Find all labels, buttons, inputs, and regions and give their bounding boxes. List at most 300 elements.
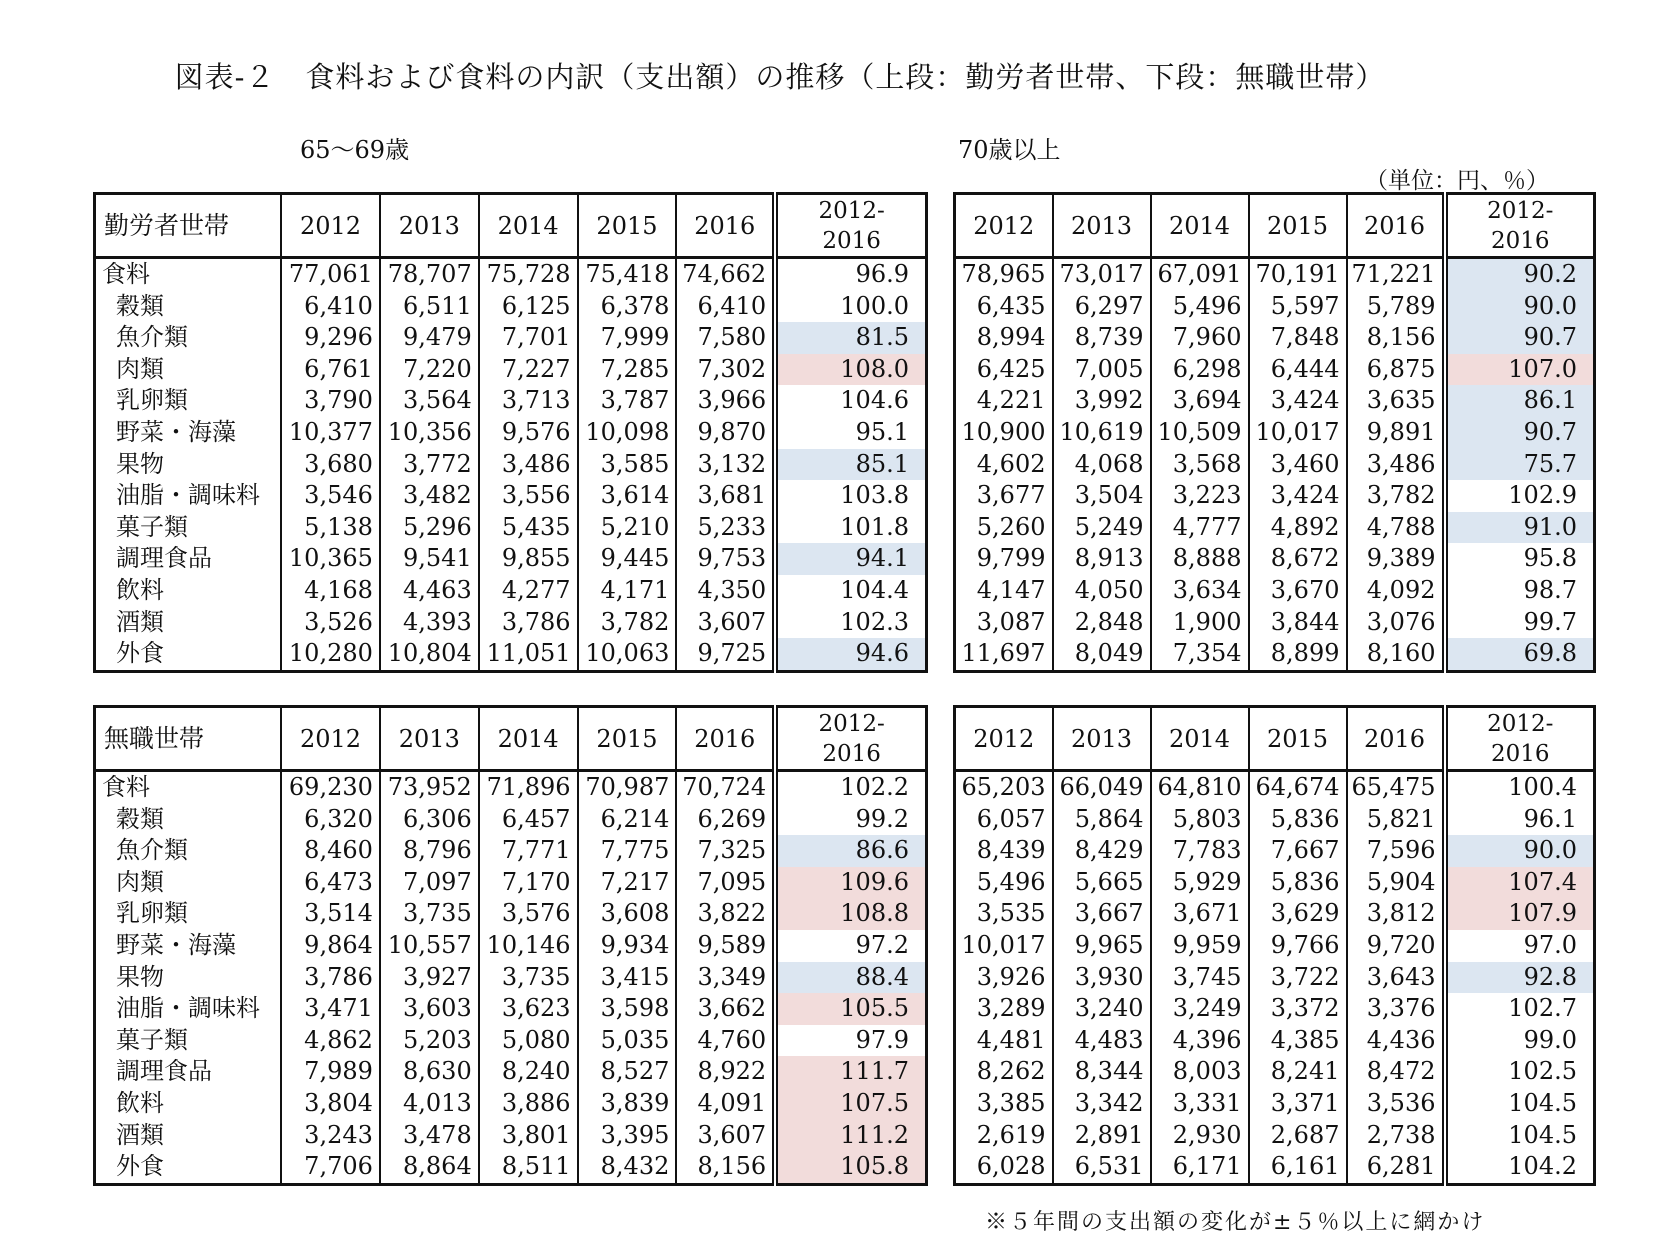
expenditure-cell: 10,146 (479, 930, 578, 962)
expenditure-cell: 3,812 (1347, 898, 1445, 930)
expenditure-cell: 3,424 (1249, 385, 1347, 417)
expenditure-cell: 65,203 (955, 771, 1053, 804)
expenditure-cell: 2,619 (955, 1120, 1053, 1152)
expenditure-cell: 3,526 (281, 607, 380, 639)
ratio-cell: 69.8 (1445, 638, 1595, 671)
ratio-header: 2012- 2016 (775, 194, 926, 258)
year-header: 2014 (479, 707, 578, 771)
expenditure-cell: 5,210 (578, 512, 677, 544)
year-header: 2013 (1053, 194, 1151, 258)
ratio-header: 2012- 2016 (775, 707, 926, 771)
table-row (95, 385, 927, 417)
expenditure-cell: 8,527 (578, 1056, 677, 1088)
expenditure-cell: 70,191 (1249, 258, 1347, 291)
ratio-cell: 98.7 (1445, 575, 1595, 607)
expenditure-cell: 9,589 (676, 930, 775, 962)
expenditure-cell: 3,349 (676, 962, 775, 994)
expenditure-cell: 7,217 (578, 867, 677, 899)
expenditure-cell: 5,789 (1347, 291, 1445, 323)
expenditure-cell: 7,097 (380, 867, 479, 899)
expenditure-cell: 75,728 (479, 258, 578, 291)
expenditure-cell: 4,350 (676, 575, 775, 607)
ratio-cell: 96.1 (1445, 804, 1595, 836)
expenditure-cell: 5,929 (1151, 867, 1249, 899)
expenditure-cell: 3,839 (578, 1088, 677, 1120)
ratio-cell: 102.9 (1445, 480, 1595, 512)
expenditure-cell: 9,799 (955, 543, 1053, 575)
expenditure-cell: 4,091 (676, 1088, 775, 1120)
table-row (955, 1120, 1595, 1152)
expenditure-cell: 5,496 (955, 867, 1053, 899)
expenditure-cell: 8,511 (479, 1151, 578, 1184)
expenditure-cell: 5,233 (676, 512, 775, 544)
expenditure-cell: 5,435 (479, 512, 578, 544)
category-name: 穀類 (116, 804, 164, 833)
expenditure-cell: 10,365 (281, 543, 380, 575)
expenditure-cell: 73,952 (380, 771, 479, 804)
expenditure-cell: 3,132 (676, 449, 775, 481)
category-name: 外食 (116, 639, 164, 668)
expenditure-cell: 4,147 (955, 575, 1053, 607)
table-row (955, 638, 1595, 671)
expenditure-cell: 7,783 (1151, 835, 1249, 867)
ratio-cell: 100.0 (775, 291, 926, 323)
expenditure-cell: 3,966 (676, 385, 775, 417)
expenditure-cell: 6,410 (676, 291, 775, 323)
category-name: 菓子類 (116, 512, 188, 541)
expenditure-cell: 7,999 (578, 322, 677, 354)
expenditure-cell: 2,687 (1249, 1120, 1347, 1152)
expenditure-cell: 4,221 (955, 385, 1053, 417)
expenditure-cell: 10,356 (380, 417, 479, 449)
table-row (955, 771, 1595, 804)
expenditure-cell: 6,531 (1053, 1151, 1151, 1184)
expenditure-cell: 78,965 (955, 258, 1053, 291)
expenditure-cell: 10,280 (281, 638, 380, 671)
expenditure-cell: 6,378 (578, 291, 677, 323)
expenditure-cell: 10,017 (955, 930, 1053, 962)
expenditure-cell: 4,483 (1053, 1025, 1151, 1057)
expenditure-cell: 10,017 (1249, 417, 1347, 449)
table-row (95, 771, 927, 804)
expenditure-cell: 6,435 (955, 291, 1053, 323)
table-row (95, 258, 927, 291)
table-row (955, 1088, 1595, 1120)
year-header: 2016 (676, 707, 775, 771)
expenditure-cell: 8,429 (1053, 835, 1151, 867)
ratio-cell: 90.0 (1445, 291, 1595, 323)
expenditure-cell: 8,899 (1249, 638, 1347, 671)
expenditure-cell: 3,722 (1249, 962, 1347, 994)
expenditure-cell: 6,281 (1347, 1151, 1445, 1184)
table-row (955, 930, 1595, 962)
ratio-cell: 95.8 (1445, 543, 1595, 575)
expenditure-cell: 64,810 (1151, 771, 1249, 804)
header-row (95, 707, 927, 771)
expenditure-cell: 8,888 (1151, 543, 1249, 575)
expenditure-cell: 3,482 (380, 480, 479, 512)
age-group-label-65-69: 65～69歳 (300, 136, 410, 164)
expenditure-cell: 8,460 (281, 835, 380, 867)
category-name: 飲料 (116, 1088, 164, 1117)
expenditure-cell: 6,761 (281, 354, 380, 386)
ratio-cell: 104.6 (775, 385, 926, 417)
expenditure-cell: 3,371 (1249, 1088, 1347, 1120)
expenditure-cell: 4,463 (380, 575, 479, 607)
expenditure-cell: 3,822 (676, 898, 775, 930)
expenditure-cell: 75,418 (578, 258, 677, 291)
ratio-cell: 90.2 (1445, 258, 1595, 291)
table-row (95, 962, 927, 994)
category-name: 外食 (116, 1152, 164, 1181)
table-worker-65-69 (93, 192, 928, 673)
expenditure-cell: 3,772 (380, 449, 479, 481)
ratio-cell: 100.4 (1445, 771, 1595, 804)
table-row (955, 322, 1595, 354)
expenditure-cell: 3,564 (380, 385, 479, 417)
expenditure-cell: 69,230 (281, 771, 380, 804)
year-header: 2012 (281, 194, 380, 258)
ratio-cell: 90.0 (1445, 835, 1595, 867)
expenditure-cell: 9,965 (1053, 930, 1151, 962)
expenditure-cell: 9,753 (676, 543, 775, 575)
table-row (955, 993, 1595, 1025)
category-name: 果物 (116, 449, 164, 478)
expenditure-cell: 3,504 (1053, 480, 1151, 512)
ratio-cell: 97.9 (775, 1025, 926, 1057)
expenditure-cell: 67,091 (1151, 258, 1249, 291)
expenditure-cell: 9,934 (578, 930, 677, 962)
expenditure-cell: 3,629 (1249, 898, 1347, 930)
table-row (955, 512, 1595, 544)
household-type-header: 勤労者世帯 (95, 194, 282, 258)
expenditure-cell: 3,607 (676, 1120, 775, 1152)
ratio-cell: 105.8 (775, 1151, 926, 1184)
expenditure-cell: 5,080 (479, 1025, 578, 1057)
expenditure-cell: 73,017 (1053, 258, 1151, 291)
expenditure-cell: 3,546 (281, 480, 380, 512)
expenditure-cell: 5,836 (1249, 867, 1347, 899)
ratio-cell: 104.4 (775, 575, 926, 607)
expenditure-cell: 9,389 (1347, 543, 1445, 575)
table-row (95, 1025, 927, 1057)
expenditure-cell: 6,214 (578, 804, 677, 836)
ratio-cell: 85.1 (775, 449, 926, 481)
expenditure-cell: 10,557 (380, 930, 479, 962)
category-name: 乳卵類 (116, 899, 188, 928)
expenditure-cell: 10,619 (1053, 417, 1151, 449)
expenditure-cell: 3,623 (479, 993, 578, 1025)
ratio-header: 2012- 2016 (1445, 194, 1595, 258)
category-name: 肉類 (116, 867, 164, 896)
expenditure-cell: 3,782 (578, 607, 677, 639)
expenditure-cell: 6,457 (479, 804, 578, 836)
category-name: 穀類 (116, 291, 164, 320)
table-row (95, 867, 927, 899)
expenditure-cell: 3,681 (676, 480, 775, 512)
expenditure-cell: 4,068 (1053, 449, 1151, 481)
expenditure-cell: 66,049 (1053, 771, 1151, 804)
expenditure-cell: 6,161 (1249, 1151, 1347, 1184)
expenditure-cell: 3,992 (1053, 385, 1151, 417)
expenditure-cell: 3,471 (281, 993, 380, 1025)
table-row (955, 354, 1595, 386)
expenditure-cell: 8,049 (1053, 638, 1151, 671)
expenditure-cell: 3,342 (1053, 1088, 1151, 1120)
ratio-cell: 90.7 (1445, 322, 1595, 354)
expenditure-cell: 7,285 (578, 354, 677, 386)
expenditure-cell: 9,296 (281, 322, 380, 354)
expenditure-cell: 3,634 (1151, 575, 1249, 607)
expenditure-cell: 8,432 (578, 1151, 677, 1184)
expenditure-cell: 5,836 (1249, 804, 1347, 836)
expenditure-cell: 7,170 (479, 867, 578, 899)
expenditure-cell: 3,786 (281, 962, 380, 994)
table-row (95, 291, 927, 323)
expenditure-cell: 3,372 (1249, 993, 1347, 1025)
expenditure-cell: 10,098 (578, 417, 677, 449)
expenditure-cell: 8,439 (955, 835, 1053, 867)
expenditure-cell: 7,325 (676, 835, 775, 867)
expenditure-cell: 70,724 (676, 771, 775, 804)
expenditure-cell: 6,306 (380, 804, 479, 836)
expenditure-cell: 71,896 (479, 771, 578, 804)
expenditure-cell: 3,486 (1347, 449, 1445, 481)
expenditure-cell: 4,760 (676, 1025, 775, 1057)
expenditure-cell: 3,801 (479, 1120, 578, 1152)
ratio-cell: 94.6 (775, 638, 926, 671)
expenditure-cell: 4,396 (1151, 1025, 1249, 1057)
expenditure-cell: 74,662 (676, 258, 775, 291)
table-row (95, 512, 927, 544)
expenditure-cell: 3,598 (578, 993, 677, 1025)
table-row (955, 1151, 1595, 1184)
table-row (95, 417, 927, 449)
expenditure-cell: 5,496 (1151, 291, 1249, 323)
expenditure-cell: 11,697 (955, 638, 1053, 671)
table-row (95, 638, 927, 671)
expenditure-cell: 11,051 (479, 638, 578, 671)
expenditure-cell: 8,262 (955, 1056, 1053, 1088)
expenditure-cell: 3,614 (578, 480, 677, 512)
expenditure-cell: 4,385 (1249, 1025, 1347, 1057)
ratio-cell: 86.6 (775, 835, 926, 867)
expenditure-cell: 9,720 (1347, 930, 1445, 962)
expenditure-cell: 7,989 (281, 1056, 380, 1088)
expenditure-cell: 3,782 (1347, 480, 1445, 512)
expenditure-cell: 6,298 (1151, 354, 1249, 386)
expenditure-cell: 8,003 (1151, 1056, 1249, 1088)
expenditure-cell: 6,444 (1249, 354, 1347, 386)
expenditure-cell: 64,674 (1249, 771, 1347, 804)
category-name: 菓子類 (116, 1025, 188, 1054)
ratio-cell: 103.8 (775, 480, 926, 512)
expenditure-cell: 3,735 (380, 898, 479, 930)
expenditure-cell: 3,745 (1151, 962, 1249, 994)
expenditure-cell: 5,597 (1249, 291, 1347, 323)
expenditure-cell: 3,735 (479, 962, 578, 994)
year-header: 2012 (281, 707, 380, 771)
year-header: 2014 (479, 194, 578, 258)
ratio-cell: 102.2 (775, 771, 926, 804)
table-row (95, 1088, 927, 1120)
expenditure-cell: 8,472 (1347, 1056, 1445, 1088)
table-row (955, 291, 1595, 323)
table-row (955, 804, 1595, 836)
expenditure-cell: 7,848 (1249, 322, 1347, 354)
expenditure-cell: 5,904 (1347, 867, 1445, 899)
category-name: 食料 (102, 260, 150, 288)
expenditure-cell: 3,787 (578, 385, 677, 417)
ratio-cell: 95.1 (775, 417, 926, 449)
category-name: 魚介類 (116, 836, 188, 865)
expenditure-cell: 3,603 (380, 993, 479, 1025)
expenditure-cell: 4,171 (578, 575, 677, 607)
table-row (95, 354, 927, 386)
expenditure-cell: 3,289 (955, 993, 1053, 1025)
expenditure-cell: 7,095 (676, 867, 775, 899)
expenditure-cell: 8,156 (676, 1151, 775, 1184)
table-row (95, 480, 927, 512)
expenditure-cell: 3,243 (281, 1120, 380, 1152)
expenditure-cell: 3,223 (1151, 480, 1249, 512)
ratio-cell: 102.3 (775, 607, 926, 639)
expenditure-cell: 3,385 (955, 1088, 1053, 1120)
expenditure-cell: 8,160 (1347, 638, 1445, 671)
year-header: 2014 (1151, 707, 1249, 771)
expenditure-cell: 3,886 (479, 1088, 578, 1120)
table-row (95, 575, 927, 607)
table-row (95, 449, 927, 481)
expenditure-cell: 7,596 (1347, 835, 1445, 867)
table-row (95, 1056, 927, 1088)
expenditure-cell: 7,701 (479, 322, 578, 354)
ratio-cell: 111.7 (775, 1056, 926, 1088)
expenditure-cell: 7,302 (676, 354, 775, 386)
expenditure-cell: 6,028 (955, 1151, 1053, 1184)
ratio-cell: 108.0 (775, 354, 926, 386)
shading-footnote: ※５年間の支出額の変化が±５％以上に網かけ (985, 1210, 1486, 1235)
expenditure-cell: 3,671 (1151, 898, 1249, 930)
table-row (955, 575, 1595, 607)
table-row (95, 607, 927, 639)
table-unemployed-65-69 (93, 705, 928, 1186)
expenditure-cell: 4,050 (1053, 575, 1151, 607)
expenditure-cell: 3,331 (1151, 1088, 1249, 1120)
ratio-cell: 92.8 (1445, 962, 1595, 994)
expenditure-cell: 4,862 (281, 1025, 380, 1057)
expenditure-cell: 8,913 (1053, 543, 1151, 575)
table-row (955, 867, 1595, 899)
year-header: 2016 (676, 194, 775, 258)
category-name: 魚介類 (116, 323, 188, 352)
table-row (95, 1120, 927, 1152)
category-name: 油脂・調味料 (116, 481, 260, 510)
table-row (955, 1025, 1595, 1057)
expenditure-cell: 3,694 (1151, 385, 1249, 417)
ratio-cell: 109.6 (775, 867, 926, 899)
table-row (95, 898, 927, 930)
ratio-cell: 99.2 (775, 804, 926, 836)
expenditure-cell: 8,922 (676, 1056, 775, 1088)
expenditure-cell: 6,511 (380, 291, 479, 323)
expenditure-cell: 3,670 (1249, 575, 1347, 607)
expenditure-cell: 9,855 (479, 543, 578, 575)
expenditure-cell: 4,892 (1249, 512, 1347, 544)
table-row (95, 543, 927, 575)
expenditure-cell: 8,240 (479, 1056, 578, 1088)
table-row (955, 1056, 1595, 1088)
expenditure-cell: 3,790 (281, 385, 380, 417)
expenditure-cell: 4,092 (1347, 575, 1445, 607)
table-row (955, 449, 1595, 481)
expenditure-cell: 9,576 (479, 417, 578, 449)
expenditure-cell: 3,478 (380, 1120, 479, 1152)
expenditure-cell: 7,706 (281, 1151, 380, 1184)
ratio-cell: 107.0 (1445, 354, 1595, 386)
year-header: 2014 (1151, 194, 1249, 258)
expenditure-cell: 3,786 (479, 607, 578, 639)
expenditure-cell: 9,864 (281, 930, 380, 962)
expenditure-cell: 9,725 (676, 638, 775, 671)
ratio-header: 2012- 2016 (1445, 707, 1595, 771)
expenditure-cell: 5,803 (1151, 804, 1249, 836)
year-header: 2015 (1249, 194, 1347, 258)
category-name: 油脂・調味料 (116, 994, 260, 1023)
expenditure-cell: 5,296 (380, 512, 479, 544)
expenditure-cell: 9,766 (1249, 930, 1347, 962)
ratio-cell: 104.2 (1445, 1151, 1595, 1184)
expenditure-cell: 7,667 (1249, 835, 1347, 867)
expenditure-cell: 3,844 (1249, 607, 1347, 639)
expenditure-cell: 2,848 (1053, 607, 1151, 639)
expenditure-cell: 6,875 (1347, 354, 1445, 386)
ratio-cell: 99.0 (1445, 1025, 1595, 1057)
household-type-header: 無職世帯 (95, 707, 282, 771)
expenditure-cell: 3,376 (1347, 993, 1445, 1025)
expenditure-cell: 5,035 (578, 1025, 677, 1057)
table-row (955, 898, 1595, 930)
expenditure-cell: 3,240 (1053, 993, 1151, 1025)
table-row (95, 322, 927, 354)
expenditure-cell: 4,168 (281, 575, 380, 607)
expenditure-cell: 8,739 (1053, 322, 1151, 354)
year-header: 2015 (578, 194, 677, 258)
category-name: 酒類 (116, 1120, 164, 1149)
category-name: 酒類 (116, 607, 164, 636)
ratio-cell: 104.5 (1445, 1088, 1595, 1120)
table-worker-70-plus (953, 192, 1596, 673)
ratio-cell: 96.9 (775, 258, 926, 291)
table-row (955, 385, 1595, 417)
expenditure-cell: 8,241 (1249, 1056, 1347, 1088)
expenditure-cell: 3,460 (1249, 449, 1347, 481)
expenditure-cell: 3,667 (1053, 898, 1151, 930)
category-name: 食料 (102, 773, 150, 801)
expenditure-cell: 3,536 (1347, 1088, 1445, 1120)
header-row (955, 707, 1595, 771)
expenditure-cell: 5,203 (380, 1025, 479, 1057)
category-name: 野菜・海藻 (116, 417, 236, 446)
year-header: 2012 (955, 707, 1053, 771)
expenditure-cell: 4,788 (1347, 512, 1445, 544)
expenditure-cell: 3,608 (578, 898, 677, 930)
expenditure-cell: 3,585 (578, 449, 677, 481)
table-unemployed-70-plus (953, 705, 1596, 1186)
unit-note: （単位：円、％） (1365, 168, 1549, 194)
expenditure-cell: 7,227 (479, 354, 578, 386)
expenditure-cell: 4,277 (479, 575, 578, 607)
